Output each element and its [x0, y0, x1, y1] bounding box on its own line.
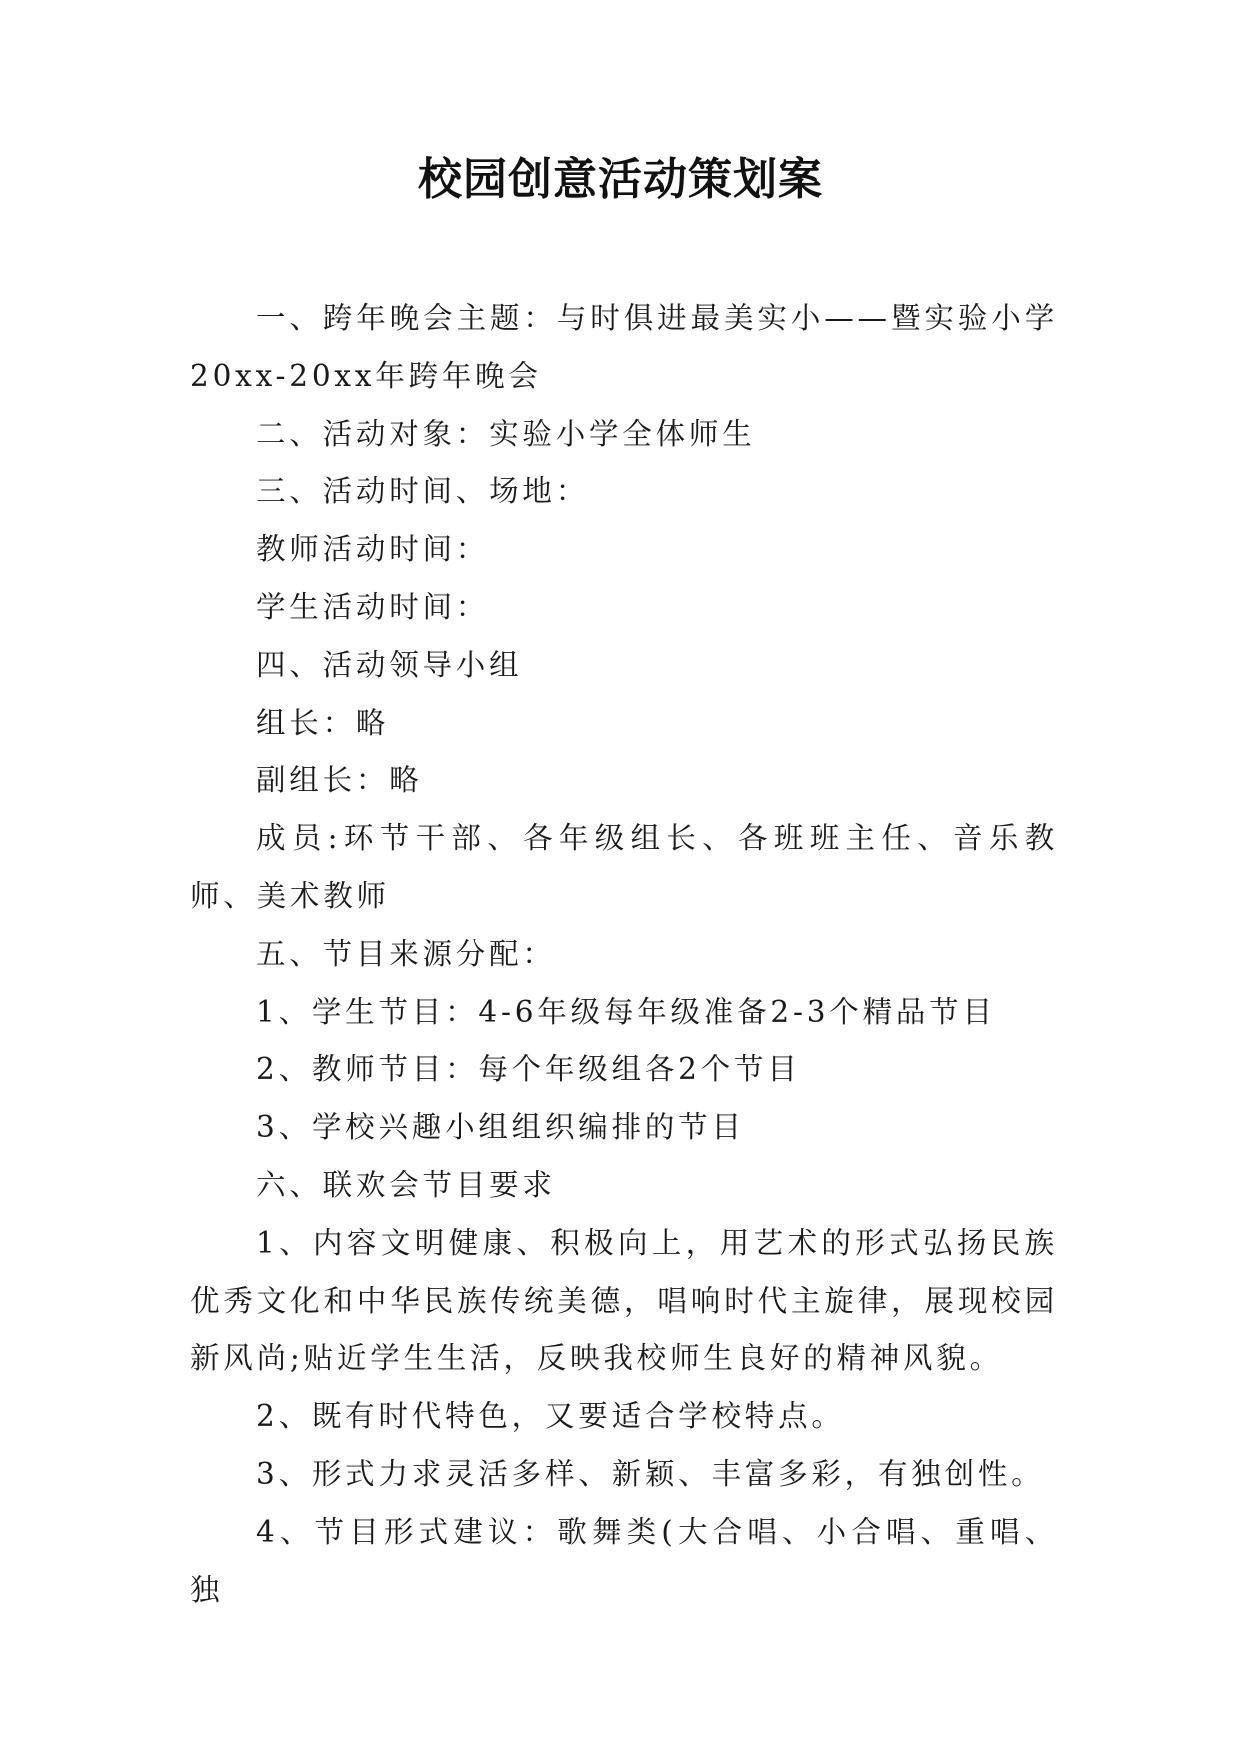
paragraph-audience: 二、活动对象：实验小学全体师生	[256, 416, 756, 451]
paragraph-members: 成员:环节干部、各年级组长、各班班主任、音乐教师、美术教师	[190, 821, 1058, 913]
paragraph-leadership: 四、活动领导小组	[256, 647, 523, 682]
paragraph-requirement-4: 4、节目形式建议：歌舞类(大合唱、小合唱、重唱、独	[190, 1514, 1058, 1607]
paragraph-student-time: 学生活动时间：	[256, 589, 490, 624]
paragraph-deputy-leader: 副组长：略	[256, 763, 423, 798]
paragraph-time-venue: 三、活动时间、场地：	[256, 474, 590, 509]
document-body	[190, 290, 1058, 1619]
paragraph-theme: 一、跨年晚会主题：与时俱进最美实小——暨实验小学20xx-20xx年跨年晚会	[190, 301, 1058, 393]
paragraph-leader: 组长：略	[256, 705, 390, 740]
page-title: 校园创意活动策划案	[418, 154, 823, 205]
paragraph-program-sources: 五、节目来源分配：	[256, 936, 556, 971]
paragraph-teacher-time: 教师活动时间：	[256, 532, 490, 567]
paragraph-requirement-1: 1、内容文明健康、积极向上，用艺术的形式弘扬民族优秀文化和中华民族传统美德，唱响时代主旋律，展现校园新风尚;贴近学生生活，反映我校师生良好的精神风貌。	[190, 1225, 1058, 1376]
paragraph-teacher-programs: 2、教师节目：每个年级组各2个节目	[256, 1052, 801, 1087]
paragraph-student-programs: 1、学生节目：4-6年级每年级准备2-3个精品节目	[256, 994, 996, 1029]
paragraph-requirements: 六、联欢会节目要求	[256, 1167, 556, 1202]
paragraph-requirement-3: 3、形式力求灵活多样、新颖、丰富多彩，有独创性。	[256, 1456, 1045, 1491]
paragraph-interest-groups: 3、学校兴趣小组组织编排的节目	[256, 1110, 745, 1145]
paragraph-requirement-2: 2、既有时代特色，又要适合学校特点。	[256, 1399, 845, 1434]
